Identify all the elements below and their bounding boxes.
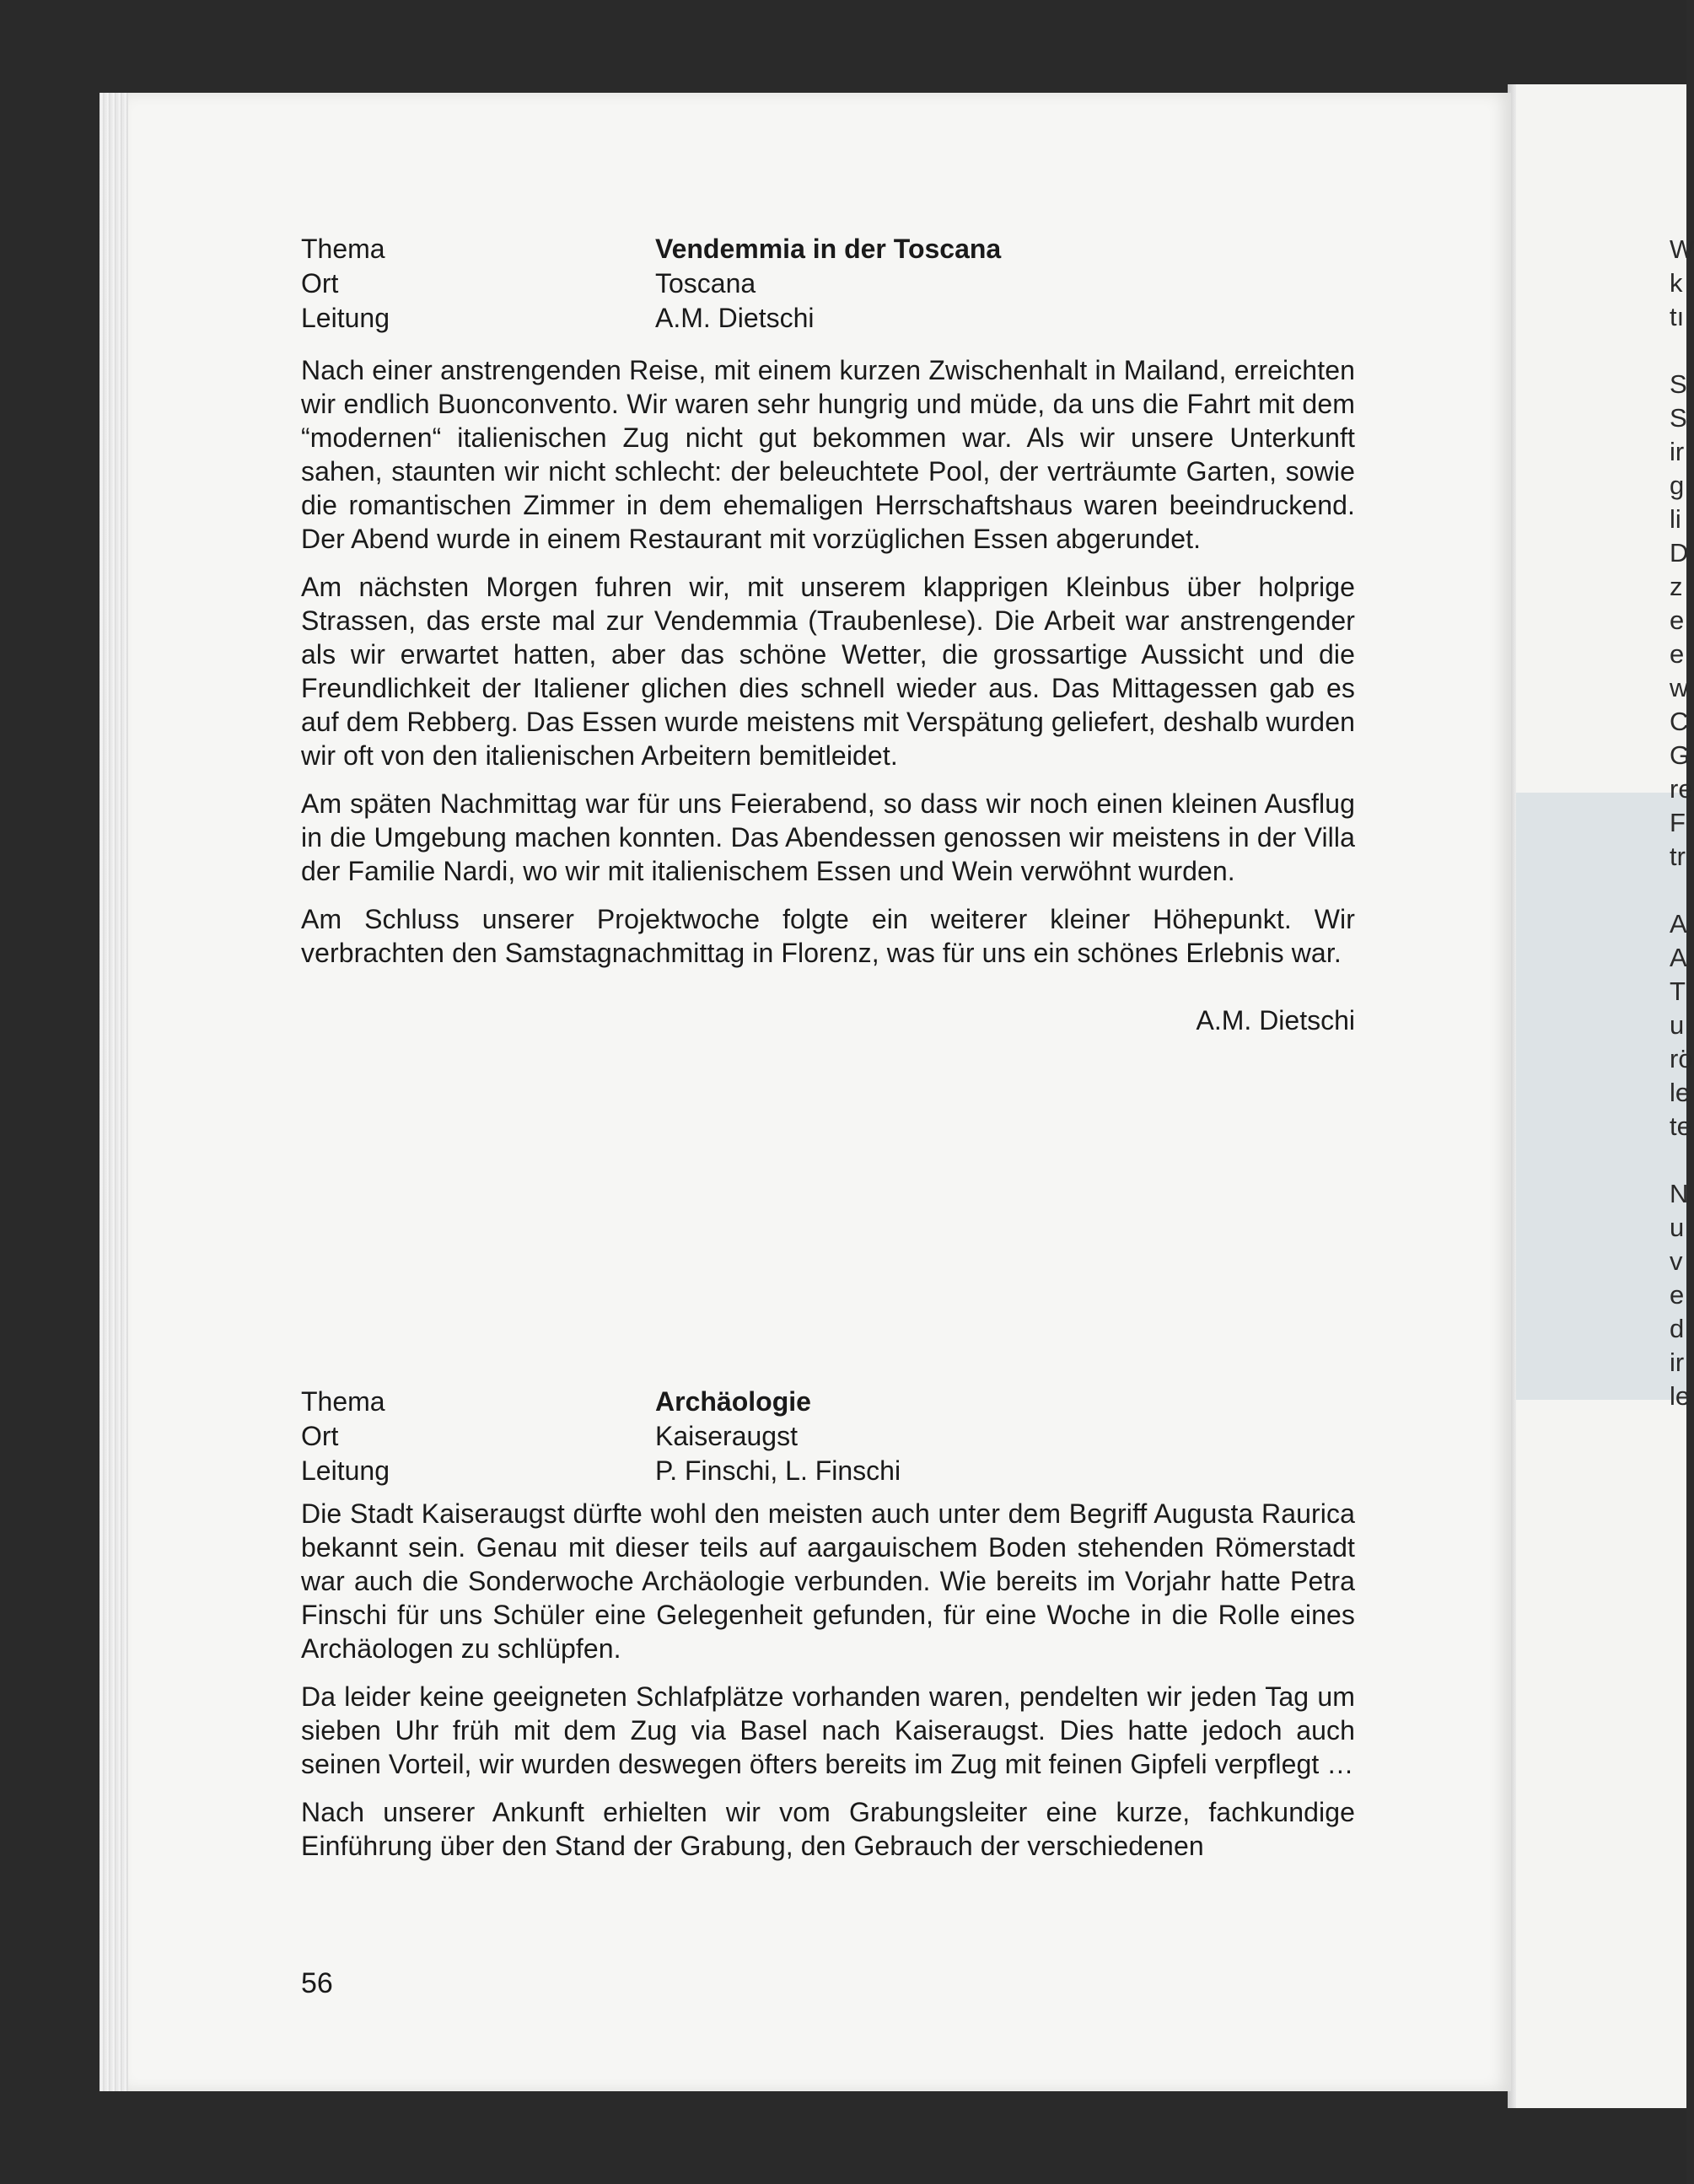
leitung-label: Leitung <box>301 1455 390 1486</box>
ort-value: Kaiseraugst <box>655 1421 798 1451</box>
leitung-value: P. Finschi, L. Finschi <box>655 1455 901 1486</box>
next-page <box>1511 84 1694 2108</box>
paragraph: Die Stadt Kaiseraugst dürfte wohl den meisten auch unter dem Begriff Augusta Raurica bekannt sein. Genau mit dieser teils auf aargauischem Boden stehenden Römerstadt war auch die Sonderwoche Archäologie verbunden. Wie bereits im Vorjahr hatte Petra Finschi für uns Schüler eine Gelegenheit gefunden, für eine Woche in die Rolle eines Archäologen zu schlüpfen. <box>301 1498 1355 1664</box>
article-meta <box>301 1385 1355 1488</box>
paragraph: Am Schluss unserer Projektwoche folgte ein weiterer kleiner Höhepunkt. Wir verbrachten den Samstagnachmittag in Florenz, was für uns ein schönes Erlebnis war. <box>301 904 1355 968</box>
thema-value: Archäologie <box>655 1386 811 1417</box>
leitung-label: Leitung <box>301 303 390 333</box>
article-vendemmia <box>301 232 1355 1037</box>
paragraph: Da leider keine geeigneten Schlafplätze vorhanden waren, pendelten wir jeden Tag um sieben Uhr früh mit dem Zug via Basel nach Kaiseraugst. Dies hatte jedoch auch seinen Vorteil, wir wurden deswegen öfters bereits im Zug mit feinen Gipfeli verpflegt … <box>301 1681 1355 1779</box>
paragraph: Am nächsten Morgen fuhren wir, mit unserem klapprigen Kleinbus über holprige Strassen, das erste mal zur Vendemmia (Traubenlese). Die Arbeit war anstrengender als wir erwartet hatten, aber das schöne Wetter, die grossartige Aussicht und die Freundlichkeit der Italiener glichen dies schnell wieder aus. Das Mittagessen gab es auf dem Rebberg. Das Essen wurde meistens mit Verspätung geliefert, deshalb wurden wir oft von den italienischen Arbeitern bemitleidet. <box>301 572 1355 771</box>
thema-label: Thema <box>301 234 385 264</box>
paragraph: Nach einer anstrengenden Reise, mit einem kurzen Zwischenhalt in Mailand, erreichten wir endlich Buonconvento. Wir waren sehr hungrig und müde, da uns die Fahrt mit dem “modernen“ italienischen Zug nicht gut bekommen war. Als wir unsere Unterkunft sahen, staunten wir nicht schlecht: der beleuchtete Pool, der verträumte Garten, sowie die romantischen Zimmer in dem ehemaligen Herrschaftshaus waren beeindruckend. Der Abend wurde in einem Restaurant mit vorzüglichen Essen abgerundet. <box>301 355 1355 554</box>
ort-value: Toscana <box>655 268 756 299</box>
article-meta <box>301 232 1355 336</box>
signature: A.M. Dietschi <box>1196 1005 1355 1036</box>
thema-value: Vendemmia in der Toscana <box>655 234 1002 264</box>
paragraph: Nach unserer Ankunft erhielten wir vom Grabungsleiter eine kurze, fachkundige Einführung über den Stand der Grabung, den Gebrauch der verschiedenen <box>301 1797 1355 1861</box>
thema-label: Thema <box>301 1386 385 1417</box>
ort-label: Ort <box>301 268 339 299</box>
next-page-photo-shade <box>1511 793 1686 1400</box>
ort-label: Ort <box>301 1421 339 1451</box>
leitung-value: A.M. Dietschi <box>655 303 815 333</box>
next-page-text-fragments: W k tı S S ir g li D z e e w C G re F tr A A T u rö le te N u v e d ir le <box>1670 234 1694 1411</box>
article-archaeologie <box>301 1385 1355 1877</box>
paragraph: Am späten Nachmittag war für uns Feierabend, so dass wir noch einen kleinen Ausflug in die Umgebung machen konnten. Das Abendessen genossen wir meistens in der Villa der Familie Nardi, wo wir mit italienischem Essen und Wein verwöhnt wurden. <box>301 788 1355 886</box>
page-number: 56 <box>301 1967 333 1999</box>
